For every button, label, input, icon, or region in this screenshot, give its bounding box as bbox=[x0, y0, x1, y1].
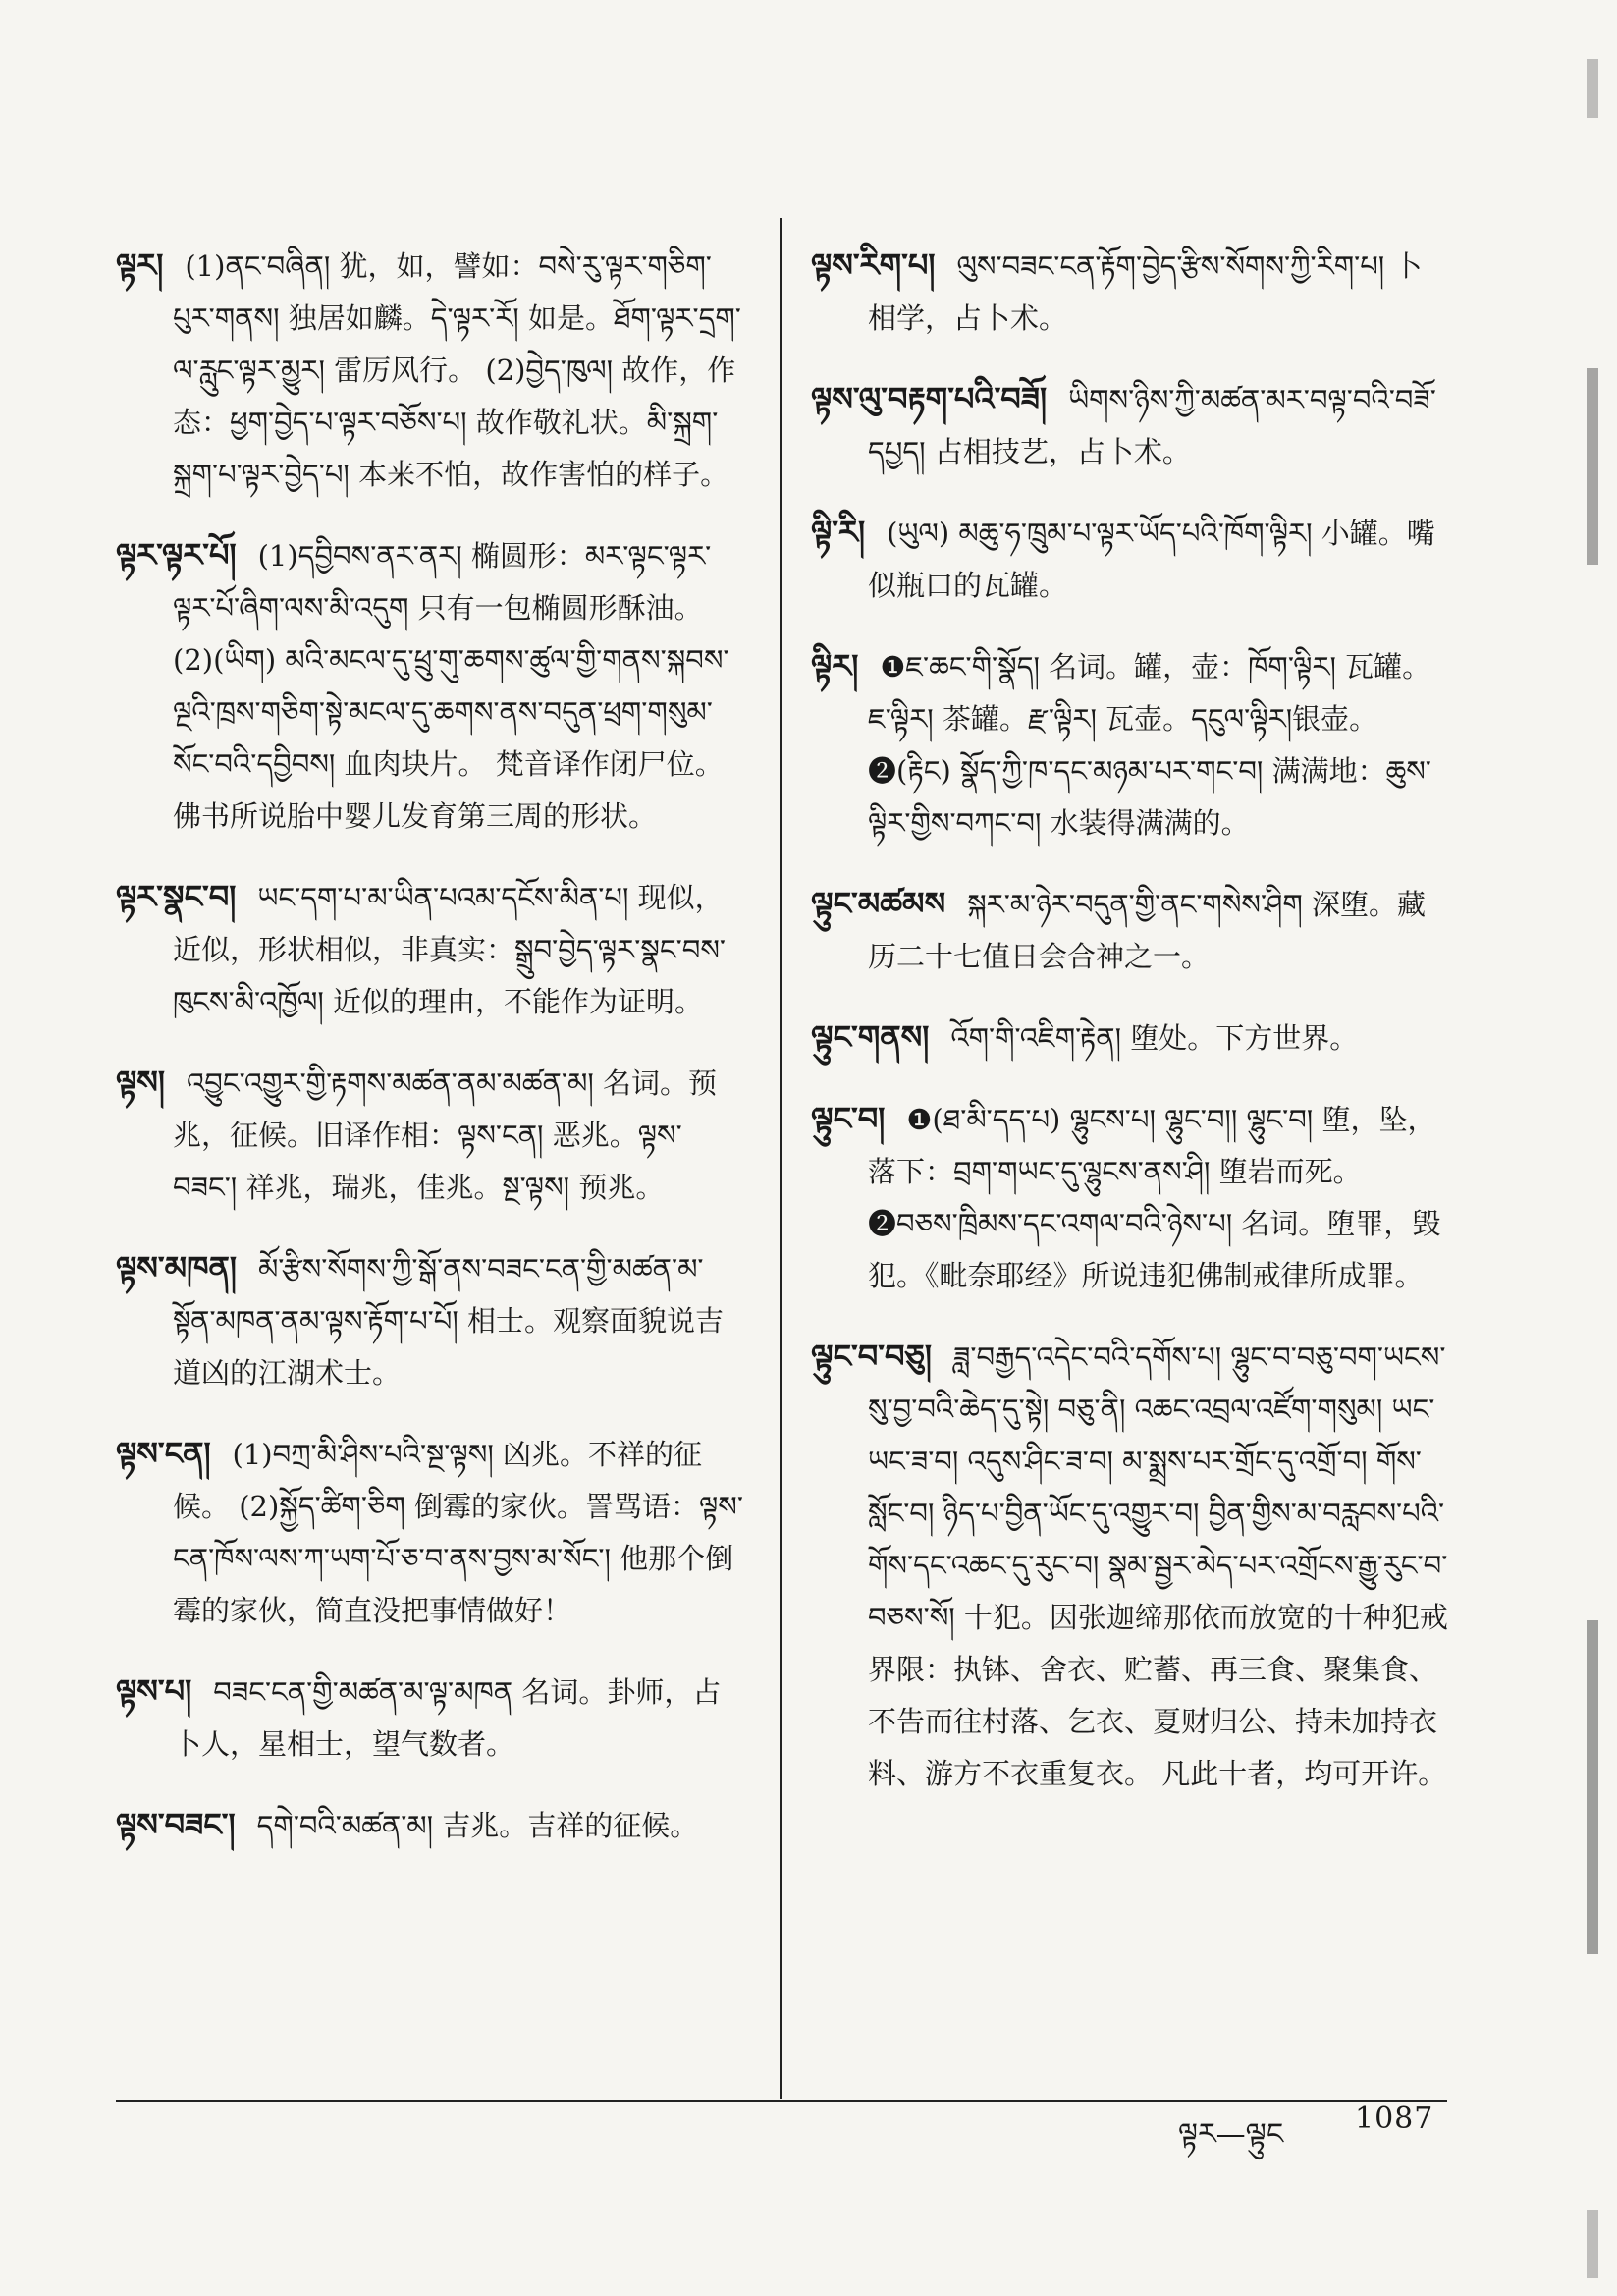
dictionary-entry bbox=[116, 1057, 744, 1214]
entry-headword: ལྟུང་བ་བཅུ། bbox=[811, 1338, 932, 1375]
entry-definition: (1)ནང་བཞིན། 犹，如，譬如：བསེ་རུ་ལྟར་གཅིག་པུར་གནས། 独居如麟。དེ་ལྟར་རོ། 如是。ཐོག་ལྟར་དྲག་ལ་རླུང་ལྟར་མྱུར། 雷厉风行。 (2)བྱེད་ཁུལ། 故作，作态：ཕྱག་བྱེད་པ་ལྟར་བཅོས་པ། 故作敬礼状。མི་སྐྲག་སྐྲག་པ་ལྟར་བྱེད་པ། 本来不怕，故作害怕的样子。 bbox=[173, 249, 741, 491]
dictionary-entry bbox=[811, 507, 1449, 612]
entry-headword: ལྟི་རི། bbox=[811, 514, 866, 551]
entry-headword: ལྟིར། bbox=[811, 647, 859, 684]
dictionary-entry bbox=[811, 240, 1449, 345]
entry-headword: ལྟས་མཁན། bbox=[116, 1249, 237, 1286]
right-column bbox=[811, 211, 1449, 1802]
entry-headword: ལྟུང་གནས། bbox=[811, 1018, 930, 1056]
entry-headword: ལྟས་རིག་པ། bbox=[811, 246, 936, 284]
dictionary-entry bbox=[811, 373, 1449, 478]
scan-margin-mark bbox=[1587, 1620, 1598, 1954]
entry-headword: ལྟུང་མཚམས bbox=[811, 885, 946, 922]
entry-definition: ❶(ཐ་མི་དད་པ) ལྷུངས་པ། ལྷུང་བ།། ལྷུང་བ། 堕，坠，落下：བྲག་གཡང་དུ་ལྷུངས་ནས་ཤི། 堕岩而死。❷བཅས་ཁྲིམས་དང་འགལ་བའི་ཉེས་པ། 名词。堕罪，毁犯。《毗奈耶经》所说违犯佛制戒律所成罪。 bbox=[868, 1103, 1441, 1292]
dictionary-entry bbox=[811, 1011, 1449, 1065]
entry-definition: (ཡུལ) མཆུ་ཧ་ཁྲུམ་པ་ལྟར་ཡོད་པའི་ཁོག་ལྟིར། 小罐。嘴似瓶口的瓦罐。 bbox=[868, 517, 1435, 602]
dictionary-entry bbox=[116, 1666, 744, 1771]
entry-definition: དགེ་བའི་མཚན་མ། 吉兆。吉祥的征候。 bbox=[256, 1809, 699, 1842]
dictionary-entry bbox=[116, 871, 744, 1028]
running-guide-words: ལྟར—ལྟུང bbox=[1178, 2117, 1284, 2152]
entry-headword: ལྟས་བཟང་། bbox=[116, 1806, 236, 1843]
entry-headword: ལྟས། bbox=[116, 1064, 166, 1101]
entry-definition: མོ་རྩིས་སོགས་ཀྱི་སྒོ་ནས་བཟང་ངན་གྱི་མཚན་མ་སྟོན་མཁན་ནམ་ལྟས་རྟོག་པ་པོ། 相士。观察面貌说吉道凶的江湖术士。 bbox=[173, 1252, 725, 1390]
entry-definition: སྐར་མ་ཉེར་བདུན་གྱི་ནང་གསེས་ཤིག 深堕。藏历二十七值日会合神之一。 bbox=[868, 888, 1427, 973]
entry-headword: ལྟས་པ། bbox=[116, 1672, 192, 1710]
page-number: 1087 bbox=[1355, 2102, 1434, 2136]
entry-headword: ལྟར་སྣང་བ། bbox=[116, 878, 237, 915]
entry-definition: (1)བཀྲ་མི་ཤིས་པའི་སྔ་ལྟས། 凶兆。不祥的征候。 (2)སྐྱོད་ཚིག་ཅིག 倒霉的家伙。詈骂语：ལྟས་ངན་ཁོས་ལས་ཀ་ཡག་པོ་ཅ་བ་ནས་བྱས་མ་སོང་། 他那个倒霉的家伙，简直没把事情做好！ bbox=[173, 1438, 743, 1627]
entry-definition: འོག་གི་འཇིག་རྟེན། 堕处。下方世界。 bbox=[950, 1021, 1359, 1055]
dictionary-entry bbox=[116, 240, 744, 501]
scan-margin-mark bbox=[1587, 59, 1598, 118]
entry-headword: ལྟར་ལྟར་པོ། bbox=[116, 536, 237, 574]
entry-headword: ལྟར། bbox=[116, 246, 164, 284]
dictionary-entry bbox=[116, 529, 744, 843]
dictionary-entry bbox=[116, 1799, 744, 1852]
entry-definition: ཟླ་བརྒྱད་འདེང་བའི་དགོས་པ། ལྷུང་བ་བཅུ་བག་ཡངས་སུ་བྱ་བའི་ཆེད་དུ་སྟེ། བཅུ་ནི། འཆང་འབྲལ་འཛོག་གསུམ། ཡང་ཡང་ཟ་བ། འདུས་ཤིང་ཟ་བ། མ་སྨྲས་པར་གྲོང་དུ་འགྲོ་བ། གོས་སློང་བ། ཉིད་པ་བྱིན་ཡོང་དུ་འགྱུར་བ། བྱིན་གྱིས་མ་བརླབས་པའི་གོས་དང་འཆང་དུ་རུང་བ། སྣམ་སྦྱར་མེད་པར་འགྲོངས་རྒྱུ་རུང་བ་བཅས་སོ། 十犯。因张迦缔那依而放宽的十种犯戒界限：执钵、舍衣、贮蓄、再三食、聚集食、不告而往村落、乞衣、夏财归公、持未加持衣料、游方不衣重复衣。 凡此十者，均可开许。 bbox=[868, 1340, 1448, 1790]
entry-headword: ལྟས་ལུ་བརྟག་པའི་བཟོ། bbox=[811, 380, 1048, 417]
dictionary-entry bbox=[116, 1242, 744, 1399]
dictionary-entry bbox=[811, 1093, 1449, 1302]
entry-definition: འབྱུང་འགྱུར་གྱི་རྟགས་མཚན་ནམ་མཚན་མ། 名词。预兆，征候。旧译作相：ལྟས་ངན། 恶兆。ལྟས་བཟང་། 祥兆，瑞兆，佳兆。སྔ་ལྟས། 预兆。 bbox=[173, 1066, 717, 1204]
column-divider bbox=[780, 218, 782, 2099]
scan-margin-mark bbox=[1587, 2210, 1598, 2278]
entry-headword: ལྟས་ངན། bbox=[116, 1435, 211, 1472]
scan-margin-mark bbox=[1587, 368, 1598, 565]
left-column bbox=[116, 211, 744, 1854]
entry-definition: (1)དབྱིབས་ནར་ནར། 椭圆形：མར་ལྟང་ལྟར་ལྟར་པོ་ཞིག་ལས་མི་འདུག 只有一包椭圆形酥油。 (2)(ཡིག) མའི་མངལ་དུ་ཕྲུ་གུ་ཆགས་ཚུལ་གྱི་གནས་སྐབས་ལྔའི་ཁྲས་གཅིག་སྟེ་མངལ་དུ་ཆགས་ནས་བདུན་ཕྲག་གསུམ་སོང་བའི་དབྱིབས། 血肉块片。 梵音译作闭尸位。 佛书所说胎中婴儿发育第三周的形状。 bbox=[173, 539, 729, 833]
entry-definition: ལུས་བཟང་ངན་རྟོག་བྱེད་རྩིས་སོགས་ཀྱི་རིག་པ། 卜相学，占卜术。 bbox=[868, 249, 1423, 335]
entry-definition: ཡང་དག་པ་མ་ཡིན་པའམ་དངོས་མིན་པ། 现似，近似，形状相似，非真实：སྒྲུབ་བྱེད་ལྟར་སྣང་བས་ཁུངས་མི་འཁྱོལ། 近似的理由，不能作为证明。 bbox=[173, 881, 726, 1018]
dictionary-entry bbox=[811, 640, 1449, 849]
dictionary-entry bbox=[116, 1428, 744, 1637]
dictionary-entry bbox=[811, 878, 1449, 983]
dictionary-entry bbox=[811, 1331, 1449, 1800]
entry-definition: ཡིགས་ཉིས་ཀྱི་མཚན་མར་བལྟ་བའི་བཟོ་དཔྱད། 占相技艺，占卜术。 bbox=[868, 383, 1436, 468]
entry-definition: བཟང་ངན་གྱི་མཚན་མ་ལྟ་མཁན 名词。卦师，占卜人，星相士，望气数者。 bbox=[173, 1675, 722, 1761]
entry-definition: ❶ཇ་ཆང་གི་སྣོད། 名词。罐，壶：ཁོག་ལྟིར། 瓦罐。ཇ་ལྟིར། 茶罐。རྫ་ལྟིར། 瓦壶。དངུལ་ལྟིར།银壶。❷(རྟིང) སྣོད་ཀྱི་ཁ་དང་མཉམ་པར་གང་བ། 满满地：ཆུས་ལྟིར་གྱིས་བཀང་བ། 水装得满满的。 bbox=[868, 650, 1431, 840]
entry-headword: ལྟུང་བ། bbox=[811, 1100, 886, 1137]
